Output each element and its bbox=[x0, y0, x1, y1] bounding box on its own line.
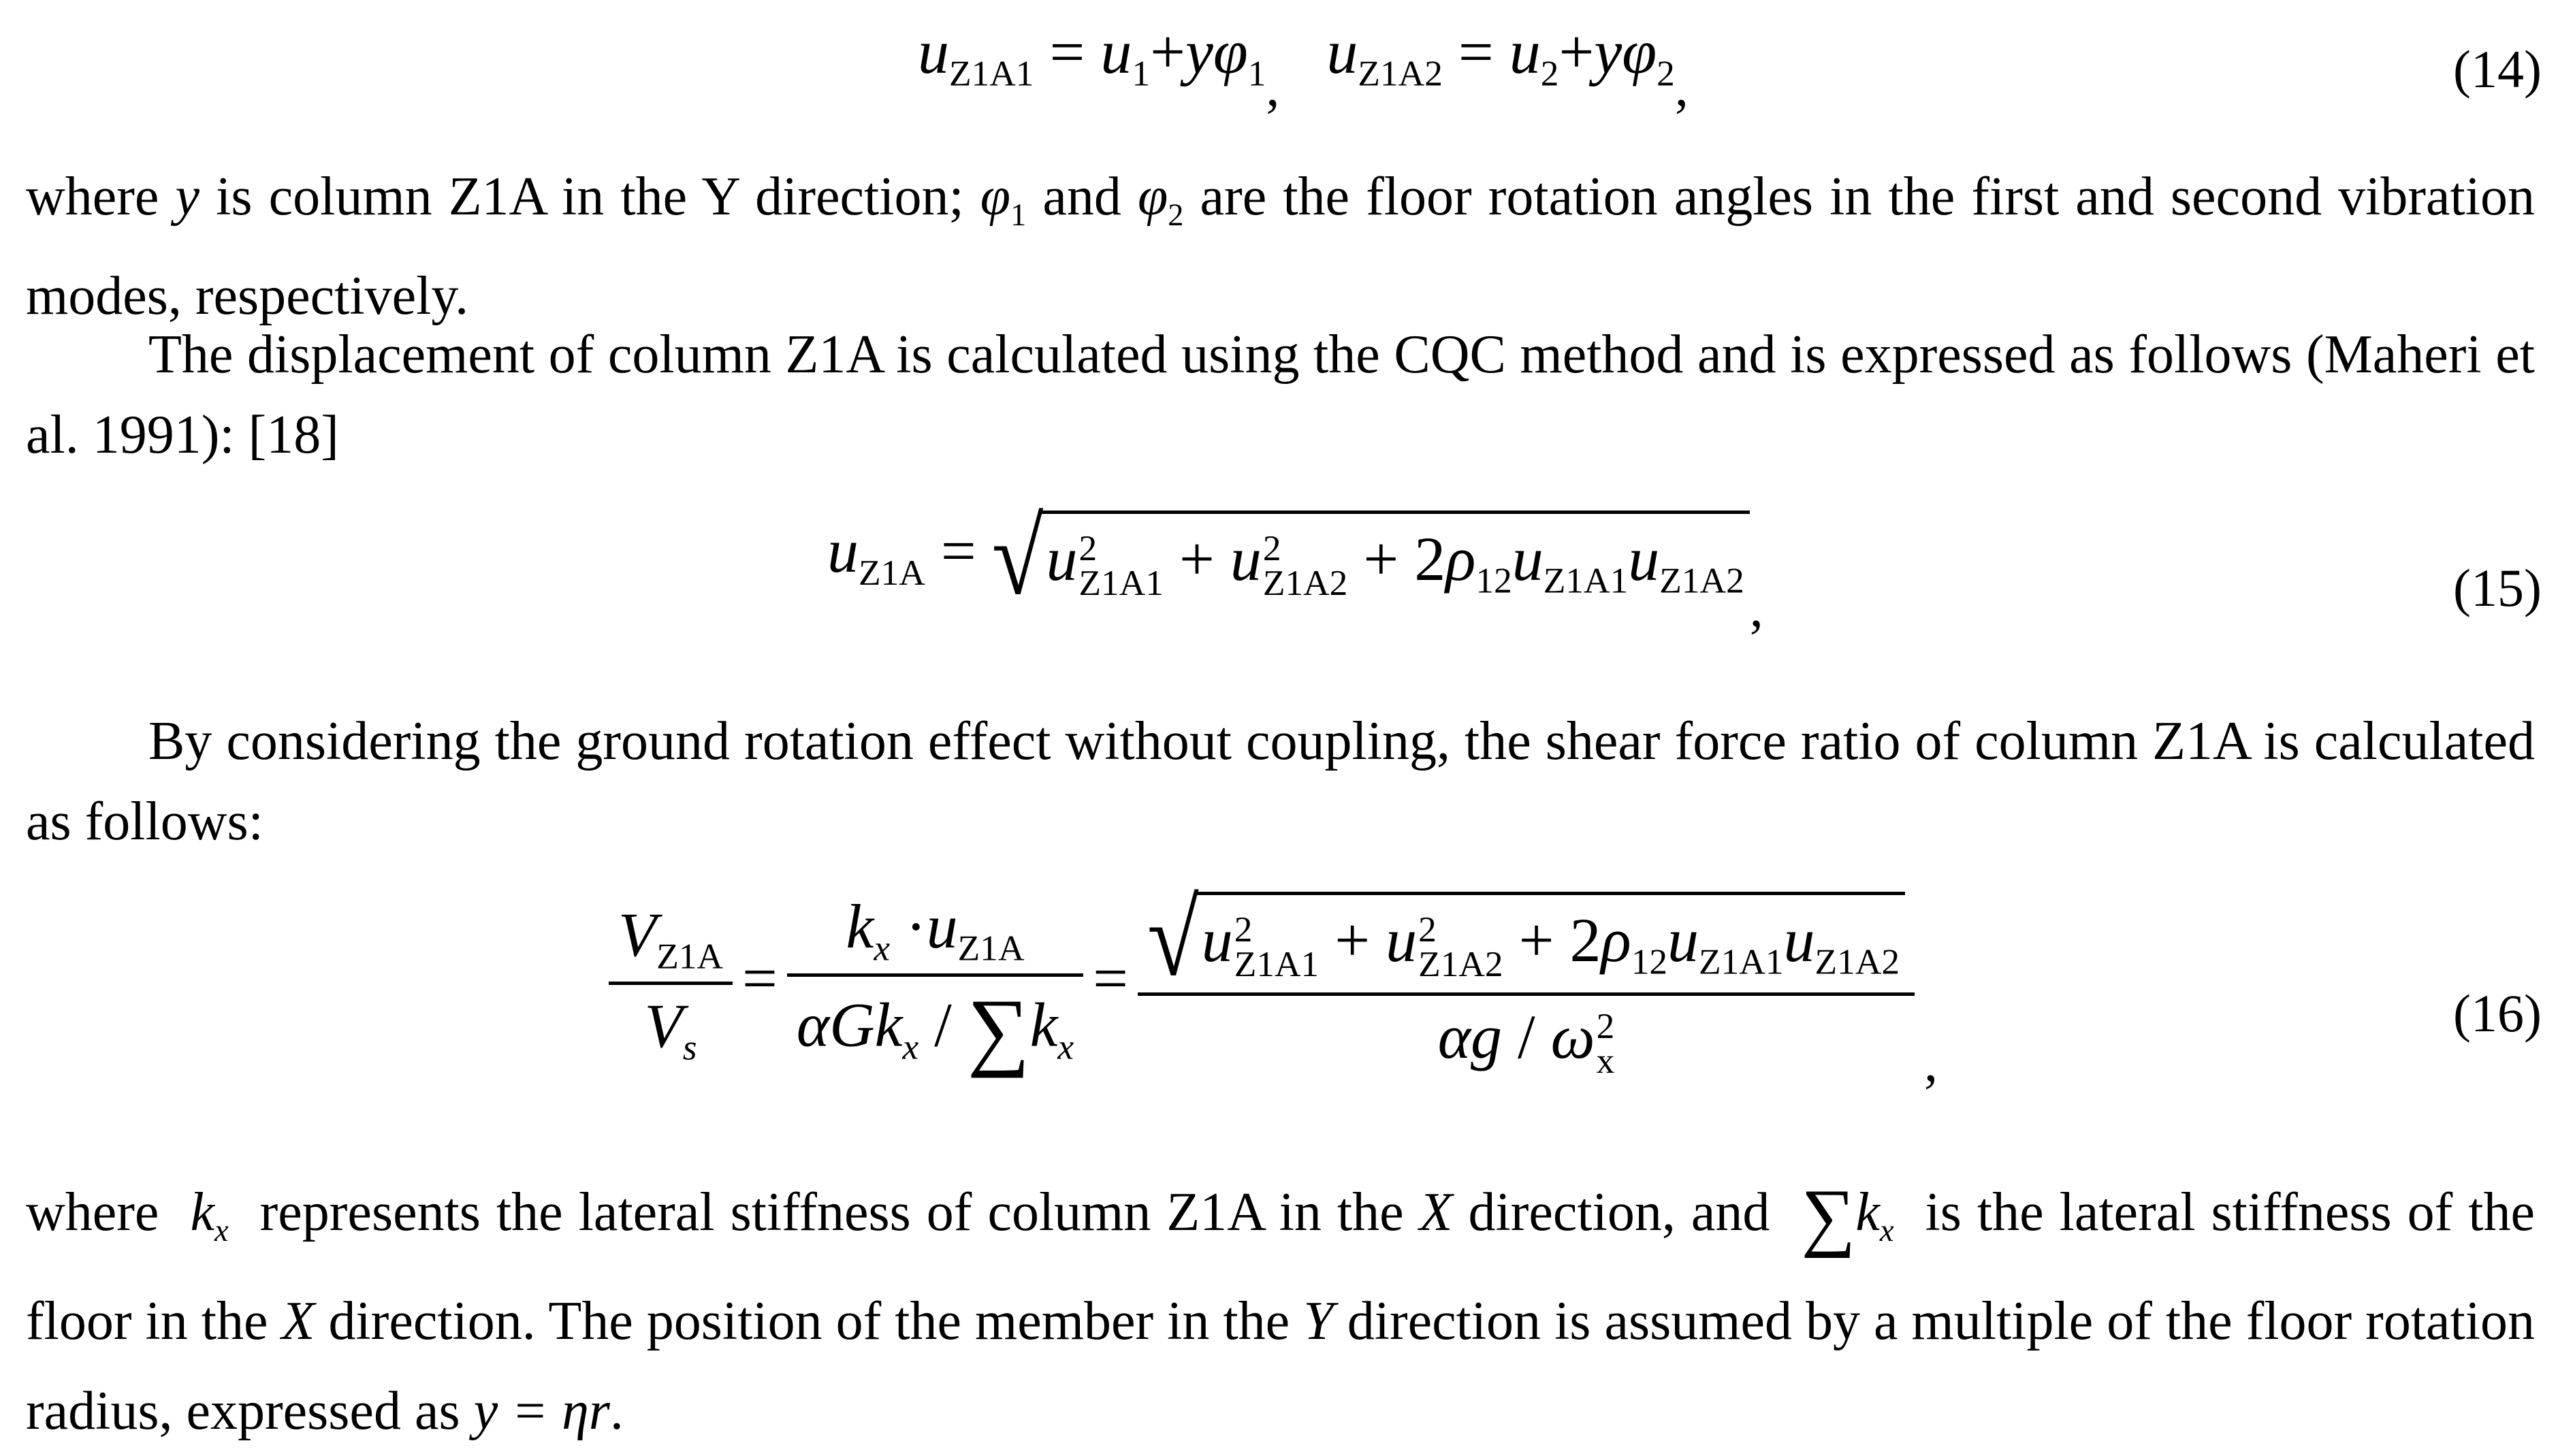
equation-16-number: (16) bbox=[2453, 984, 2542, 1043]
equation-14-number: (14) bbox=[2453, 39, 2542, 99]
equation-16 bbox=[0, 878, 2558, 1123]
paragraph-3: By considering the ground rotation effect without coupling, the shear force ratio of column Z1A is calculated as follows: bbox=[26, 711, 2535, 852]
sqrt-16: √ u 2 Z1A1 + u 2 Z1A2 + $2\rho_{12}u_{Z1A1}u_{Z1A2}$ bbox=[1147, 892, 1905, 986]
fraction-stiffness: $\frac{k_x \cdot u_{Z1A}}{\alpha Gk_x / \sum k_x}$ bbox=[787, 895, 1083, 1074]
paragraph-4: where $k_x$ represents the lateral stiffness of column Z1A in the X direction, and $\sum k_x$ is the lateral stiffness of the floor in the X direction. The position of the member in the Y direction is assumed by a multiple of the floor rotation radius, expressed as y = ηr. bbox=[26, 1174, 2536, 1442]
equation-14 bbox=[0, 12, 2558, 118]
fraction-v-ratio: $\frac{V_{Z1A}}{V_s}$ bbox=[609, 903, 733, 1066]
equation-15 bbox=[0, 497, 2558, 647]
paragraph-2: The displacement of column Z1A is calculated using the CQC method and is expressed as follows (Maheri et al. 1991): [18] bbox=[26, 325, 2535, 465]
equation-15-body: $u_{Z1A}$ = √ u 2 Z1A1 + u 2 Z1A2 + $2\rho_{12}u_{Z1A1}u_{Z1A2}$ , bbox=[827, 497, 1763, 639]
sqrt-15: √ u 2 Z1A1 + u 2 Z1A2 + $2\rho_{12}u_{Z1A1}u_{Z1A2}$ bbox=[992, 511, 1750, 604]
fraction-modal: √ u 2 Z1A1 + u 2 Z1A2 + $2\rho_{12}u_{Z1A1}u_{Z1A2}$ αg / ω 2 x bbox=[1138, 892, 1915, 1078]
equation-16-body: $\frac{V_{Z1A}}{V_s}$ = $\frac{k_x \cdot u_{Z1A}}{\alpha Gk_x / \sum k_x}$ = √ u 2 Z1A1 + u 2 Z1A2 + $2\rho_{12}u_{Z1A1}u_{Z1A2}$ αg / ω 2 x , bbox=[599, 892, 1938, 1090]
equation-14-body: $u_{Z1A1} = u_1+y\varphi_1$, $u_{Z1A2} = u_2+y\varphi_2$, bbox=[918, 17, 1689, 118]
paragraph-1: where y is column Z1A in the Y direction; $\varphi_1$ and $\varphi_2$ are the floor rotation angles in the first and second vibration modes, respectively. bbox=[26, 167, 2535, 327]
equation-15-number: (15) bbox=[2453, 558, 2542, 617]
